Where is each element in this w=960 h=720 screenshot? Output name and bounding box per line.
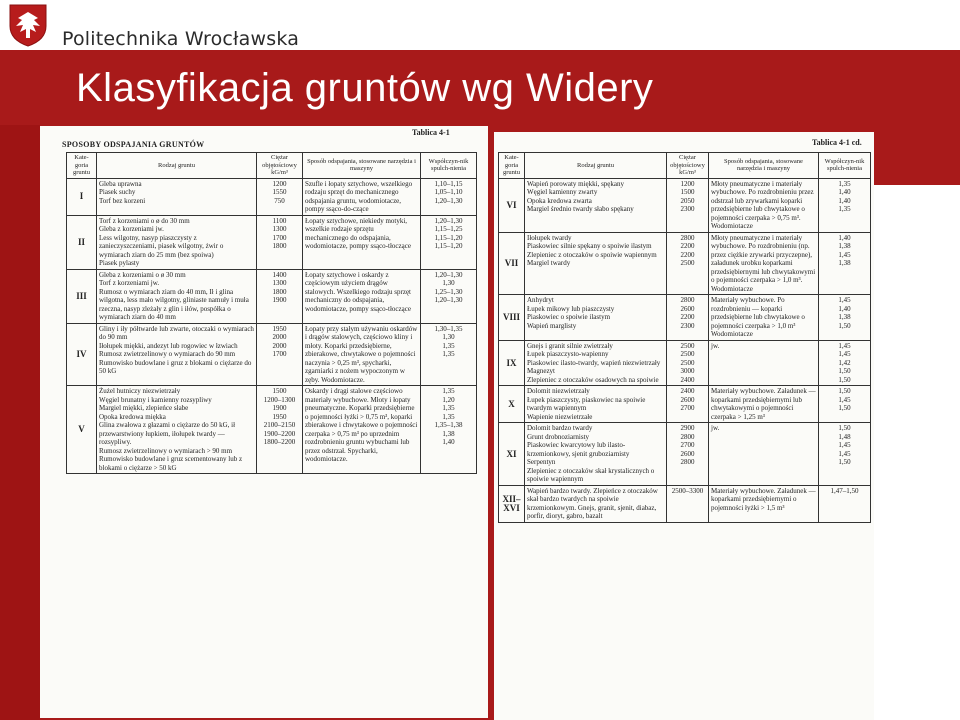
category-cell: V xyxy=(67,386,97,474)
soil-cell xyxy=(525,232,667,295)
column-header: Współczyn-nik spulch-nienia xyxy=(421,153,477,179)
weight-cell-line: 1950 xyxy=(272,324,287,333)
coefficient-cell-line: 1,47–1,50 xyxy=(830,486,859,495)
table-row xyxy=(67,386,477,474)
coefficient-cell xyxy=(421,386,477,474)
weight-cell-line: 2800 xyxy=(680,233,695,242)
method-cell: jw. xyxy=(709,340,819,386)
soil-cell-line: Żużel hutniczy niezwietrzały xyxy=(99,387,181,395)
coefficient-cell xyxy=(819,485,871,522)
soil-cell-line: Anhydryt xyxy=(527,296,554,304)
weight-cell-line: 1100 xyxy=(272,216,287,225)
top-bar xyxy=(0,0,960,52)
coefficient-cell-line: 1,15–1,20 xyxy=(434,242,463,250)
weight-cell-line: 1900 xyxy=(272,296,287,304)
coefficient-cell-line: 1,42 xyxy=(838,358,851,367)
weight-cell-line: 2400 xyxy=(680,375,695,384)
coefficient-cell xyxy=(421,323,477,386)
coefficient-cell-line: 1,20–1,30 xyxy=(434,270,463,279)
soil-cell xyxy=(97,269,257,323)
table-row xyxy=(67,269,477,323)
weight-cell-line: 3000 xyxy=(680,367,695,375)
soil-cell-line: Rumowisko budowlane i gruz z blokami o ciężarze do 50 kG xyxy=(99,358,252,375)
soil-cell-line: Piaskowiec ilasto-twardy, wapień niezwietrzały xyxy=(527,358,661,367)
soil-cell xyxy=(97,178,257,215)
weight-cell xyxy=(667,178,709,232)
coefficient-cell-line: 1,40 xyxy=(838,304,851,313)
soil-cell-line: Gleba uprawna xyxy=(99,179,142,188)
table-row xyxy=(499,232,871,295)
coefficient-cell-line: 1,50 xyxy=(838,367,851,375)
coefficient-cell-line: 1,45 xyxy=(838,296,851,304)
column-header: Kate-goria gruntu xyxy=(67,153,97,179)
soil-cell-line: Piasek pylasty xyxy=(99,259,140,267)
weight-cell-line: 2500 xyxy=(680,350,695,358)
coefficient-cell-line: 1,35 xyxy=(442,412,455,421)
weight-cell-line: 2500 xyxy=(680,259,695,267)
coefficient-cell-line: 1,25–1,30 xyxy=(434,287,463,296)
coefficient-cell-line: 1,35 xyxy=(838,179,851,188)
soil-cell-line: Opoka kredowa miękka xyxy=(99,412,166,421)
coefficient-cell-line: 1,30 xyxy=(442,333,455,341)
coefficient-cell-line: 1,50 xyxy=(838,424,851,432)
coefficient-cell xyxy=(819,232,871,295)
table-row xyxy=(499,423,871,486)
right-table-header-row xyxy=(499,153,871,179)
category-cell: XI xyxy=(499,423,525,486)
coefficient-cell-line: 1,35 xyxy=(442,341,455,350)
coefficient-cell-line: 1,40 xyxy=(442,438,455,446)
weight-cell xyxy=(667,340,709,386)
coefficient-cell-line: 1,48 xyxy=(838,432,851,441)
soil-cell-line: Wapienie niezwietrzałe xyxy=(527,412,593,421)
coefficient-cell xyxy=(421,178,477,215)
soil-cell-line: Rumowisko budowlane i gruz scementowany lub z blokami o ciężarze > 50 kG xyxy=(99,455,243,472)
coefficient-cell-line: 1,50 xyxy=(838,404,851,412)
coefficient-cell-line: 1,35 xyxy=(838,205,851,213)
soil-cell-line: Iłołupek miękki, andezyt lub rogowiec w łzwiach xyxy=(99,341,238,350)
left-table-label: Tablica 4-1 xyxy=(412,128,450,137)
soil-cell-line: Dolomit bardzo twardy xyxy=(527,424,593,432)
weight-cell xyxy=(257,215,303,269)
soil-cell-line: Serpentyn xyxy=(527,458,556,466)
coefficient-cell-line: 1,40 xyxy=(838,188,851,196)
category-cell: VIII xyxy=(499,295,525,341)
weight-cell-line: 1200 xyxy=(680,179,695,188)
soil-cell-line: Piasek suchy xyxy=(99,188,136,196)
coefficient-cell xyxy=(819,386,871,423)
weight-cell-line: 1300 xyxy=(272,279,287,287)
table-row xyxy=(499,485,871,522)
coefficient-cell-line: 1,35–1,38 xyxy=(434,421,463,429)
soil-cell xyxy=(525,295,667,341)
category-cell: VI xyxy=(499,178,525,232)
weight-cell-line: 2700 xyxy=(680,404,695,412)
soil-cell-line: Iłołupek twardy xyxy=(527,233,572,242)
method-cell: Łopaty sztychowe, niekiedy motyki, wszelkie rodzaje sprzętu mechanicznego do odspajania, wodomiotacze, pompy ssąco-tłoczące xyxy=(303,215,421,269)
column-header: Rodzaj gruntu xyxy=(97,153,257,179)
soil-cell xyxy=(97,386,257,474)
soil-cell-line: Less wilgotny, nasyp piaszczysty z zanieczyszczeniami, piasek wilgotny, żwir o wymiarach ziarn do 25 mm (bez spoiwa) xyxy=(99,233,224,259)
coefficient-cell-line: 1,30–1,35 xyxy=(434,324,463,333)
coefficient-cell-line: 1,50 xyxy=(838,387,851,395)
table-row xyxy=(499,386,871,423)
category-cell: IV xyxy=(67,323,97,386)
column-header: Współczyn-nik spulch-nienia xyxy=(819,153,871,179)
weight-cell-line: 1700 xyxy=(272,233,287,242)
weight-cell-line: 1200 xyxy=(272,179,287,188)
coefficient-cell-line: 1,38 xyxy=(838,313,851,321)
weight-cell-line: 2900 xyxy=(680,424,695,432)
soil-cell-line: Grunt drobnoziarnisty xyxy=(527,432,590,441)
soil-cell-line: Węgiel brunatny i kamienny rozsypliwy xyxy=(99,395,212,404)
weight-cell-line: 1300 xyxy=(272,225,287,233)
coefficient-cell-line: 1,35 xyxy=(442,350,455,358)
left-accent-strip xyxy=(0,125,40,720)
soil-cell-line: Węgiel kamienny zwarty xyxy=(527,188,598,196)
method-cell: Materiały wybuchowe. Po rozdrobnieniu — koparki przedsiębierne lub chwytakowe o pojemności czerpaka > 1,0 m³ Wodomiotacze xyxy=(709,295,819,341)
soil-cell-line: Rumosz zwietrzelinowy o wymiarach > 90 mm xyxy=(99,446,233,455)
coefficient-cell-line: 1,45 xyxy=(838,395,851,404)
category-cell: I xyxy=(67,178,97,215)
soil-cell-line: Dolomit niezwietrzały xyxy=(527,387,590,395)
coefficient-cell-line: 1,15–1,20 xyxy=(434,233,463,242)
weight-cell-line: 2800 xyxy=(680,432,695,441)
soil-cell-line: Łupek piaszczysty, piaskowiec na spoiwie twardym wapiennym xyxy=(527,395,646,412)
soil-cell-line: Piaskowiec kwarcytowy lub ilasto-krzemionkowy, sjenit gruboziarnisty xyxy=(527,441,630,458)
weight-cell xyxy=(257,269,303,323)
university-name: Politechnika Wrocławska xyxy=(62,28,300,50)
soil-cell-line: Wapień bardzo twardy. Zlepieńce z otoczaków skał bardzo twardych na spoiwie krzemionkowym. Gnejs, granit, sjenit, diabaz, porfir, dioryt, gabro, bazalt xyxy=(527,486,658,520)
method-cell: Młoty pneumatyczne i materiały wybuchowe. Po rozdrobnieniu (np. przez ciężkie zrywarki przyczepne), załadunek urobku koparkami przedsiębiernymi lub chwytakowymi o pojemności czerpaka > 1,0 m³. Wodomiotacze xyxy=(709,232,819,295)
weight-cell-line: 2700 xyxy=(680,441,695,449)
right-table-scan xyxy=(494,132,874,720)
coefficient-cell-line: 1,50 xyxy=(838,458,851,466)
coefficient-cell-line: 1,50 xyxy=(838,375,851,384)
column-header: Ciężar objętościowy kG/m³ xyxy=(257,153,303,179)
coefficient-cell-line: 1,45 xyxy=(838,441,851,449)
method-cell: Materiały wybuchowe. Załadunek — koparkami przedsiębiernymi o pojemności łyżki > 1,5 m³ xyxy=(709,485,819,522)
method-cell: jw. xyxy=(709,423,819,486)
soil-cell-line: Margiel twardy xyxy=(527,259,571,267)
weight-cell-line: 1800 xyxy=(272,287,287,296)
right-scan-margin xyxy=(874,185,960,720)
soil-cell-line: Torf z korzeniami jw. xyxy=(99,279,160,287)
left-table-heading: SPOSOBY ODSPAJANIA GRUNTÓW xyxy=(62,140,205,149)
weight-cell-line: 2500 xyxy=(680,341,695,350)
weight-cell xyxy=(257,386,303,474)
coefficient-cell-line: 1,38 xyxy=(442,429,455,438)
weight-cell-line: 2300 xyxy=(680,321,695,330)
column-header: Rodzaj gruntu xyxy=(525,153,667,179)
category-cell: XII–XVI xyxy=(499,485,525,522)
weight-cell xyxy=(667,386,709,423)
coefficient-cell-line: 1,45 xyxy=(838,250,851,259)
column-header: Sposób odspajania, stosowane narzędzia i maszyny xyxy=(709,153,819,179)
coefficient-cell-line: 1,40 xyxy=(838,233,851,242)
weight-cell-line: 1800 xyxy=(272,242,287,250)
soil-cell-line: Opoka kredowa zwarta xyxy=(527,196,592,205)
coefficient-cell-line: 1,20–1,30 xyxy=(434,216,463,225)
table-row xyxy=(499,295,871,341)
soil-cell-line: Zlepieniec z otoczaków o spoiwie wapiennym xyxy=(527,250,657,259)
coefficient-cell xyxy=(819,178,871,232)
coefficient-cell xyxy=(819,340,871,386)
university-logo-icon xyxy=(6,2,50,48)
left-table-header-row xyxy=(67,153,477,179)
weight-cell-line: 2600 xyxy=(680,449,695,458)
soil-cell-line: Zlepieniec z otoczaków skał krystalicznych o spoiwie wapiennym xyxy=(527,466,655,483)
soil-cell-line: Zlepieniec z otoczaków osadowych na spoiwie xyxy=(527,375,659,384)
right-table xyxy=(498,152,871,523)
weight-cell-line: 1400 xyxy=(272,270,287,279)
soil-cell xyxy=(525,423,667,486)
soil-cell xyxy=(97,215,257,269)
soil-cell-line: Gleba z korzeniami o ø 30 mm xyxy=(99,270,186,279)
weight-cell-line: 2800 xyxy=(680,458,695,466)
method-cell: Oskardy i drągi stalowe częściowo materiały wybuchowe. Młoty i łopaty pneumatyczne. Koparki przedsiębierne o pojemności łyżki > 0,75 m³, koparki zbierakowe i chwytakowe o pojemności czerpaka > 0,75 m³ po uprzednim rozdrobnieniu gruntu wybuchami lub przez odstrzał. Spycharki, wodomiotacze. xyxy=(303,386,421,474)
weight-cell-line: 1500 xyxy=(272,387,287,395)
weight-cell-line: 1550 xyxy=(272,188,287,196)
coefficient-cell-line: 1,45 xyxy=(838,341,851,350)
weight-cell-line: 1900 xyxy=(272,404,287,412)
soil-cell-line: Magnezyt xyxy=(527,367,555,375)
column-header: Sposób odspajania, stosowane narzędzia i maszyny xyxy=(303,153,421,179)
weight-cell-line: 2000 xyxy=(272,341,287,350)
weight-cell xyxy=(667,423,709,486)
method-cell: Materiały wybuchowe. Załadunek — koparkami przedsiębiernymi lub chwytakowymi o pojemności czerpaka > 1,25 m³ xyxy=(709,386,819,423)
weight-cell-line: 1950 xyxy=(272,412,287,421)
soil-cell-line: Wapień porowaty miękki, spękany xyxy=(527,179,625,188)
soil-cell-line: Piaskowiec silnie spękany o spoiwie ilastym xyxy=(527,242,652,250)
weight-cell-line: 2100–2150 xyxy=(263,421,296,429)
soil-cell-line: Łupek piaszczysto-wapienny xyxy=(527,350,609,358)
coefficient-cell-line: 1,30 xyxy=(442,279,455,287)
page-title: Klasyfikacja gruntów wg Widery xyxy=(76,66,654,110)
soil-cell xyxy=(525,178,667,232)
coefficient-cell-line: 1,35 xyxy=(442,404,455,412)
coefficient-cell-line: 1,35 xyxy=(442,387,455,395)
coefficient-cell-line: 1,15–1,25 xyxy=(434,225,463,233)
weight-cell-line: 2000 xyxy=(272,333,287,341)
soil-cell-line: Piaskowiec o spoiwie ilastym xyxy=(527,313,611,321)
soil-cell-line: Margiel średnio twardy słabo spękany xyxy=(527,205,634,213)
soil-cell xyxy=(97,323,257,386)
weight-cell-line: 1700 xyxy=(272,350,287,358)
coefficient-cell-line: 1,38 xyxy=(838,242,851,250)
weight-cell xyxy=(257,178,303,215)
coefficient-cell-line: 1,45 xyxy=(838,449,851,458)
weight-cell-line: 2600 xyxy=(680,304,695,313)
weight-cell-line: 2500 xyxy=(680,358,695,367)
soil-cell-line: Torf bez korzeni xyxy=(99,196,146,205)
weight-cell-line: 2200 xyxy=(680,250,695,259)
table-row xyxy=(499,178,871,232)
column-header: Ciężar objętościowy kG/m³ xyxy=(667,153,709,179)
method-cell: Młoty pneumatyczne i materiały wybuchowe. Po rozdrobnieniu przez odstrzał lub zrywarkami koparki przedsiębierne lub chwytakowe o pojemności czerpaka > 0,75 m³. Wodomiotacze xyxy=(709,178,819,232)
coefficient-cell-line: 1,10–1,15 xyxy=(434,179,463,188)
weight-cell-line: 2200 xyxy=(680,242,695,250)
weight-cell xyxy=(667,485,709,522)
weight-cell xyxy=(667,295,709,341)
coefficient-cell-line: 1,50 xyxy=(838,321,851,330)
category-cell: II xyxy=(67,215,97,269)
coefficient-cell-line: 1,45 xyxy=(838,350,851,358)
soil-cell-line: Torf z korzeniami o ø do 30 mm xyxy=(99,216,190,225)
soil-cell xyxy=(525,340,667,386)
weight-cell-line: 2050 xyxy=(680,196,695,205)
coefficient-cell xyxy=(819,295,871,341)
weight-cell-line: 1200–1300 xyxy=(263,395,296,404)
weight-cell-line: 750 xyxy=(274,196,285,205)
coefficient-cell xyxy=(819,423,871,486)
coefficient-cell xyxy=(421,269,477,323)
soil-cell-line: Margiel miękki, zlepieńce słabe xyxy=(99,404,189,412)
soil-cell-line: Gleba z korzeniami jw. xyxy=(99,225,164,233)
weight-cell-line: 2500–3300 xyxy=(671,486,704,495)
coefficient-cell-line: 1,05–1,10 xyxy=(434,188,463,196)
left-table-scan xyxy=(40,126,488,718)
weight-cell-line: 1800–2200 xyxy=(263,438,296,446)
soil-cell xyxy=(525,485,667,522)
right-table-label: Tablica 4-1 cd. xyxy=(812,138,862,147)
table-row xyxy=(67,215,477,269)
category-cell: III xyxy=(67,269,97,323)
soil-cell-line: Gnejs i granit silnie zwietrzały xyxy=(527,341,613,350)
soil-cell-line: Łupek mikowy lub piaszczysty xyxy=(527,304,615,313)
weight-cell-line: 1500 xyxy=(680,188,695,196)
method-cell: Łopaty sztychowe i oskardy z częściowym użyciem drągów stalowych. Wszelkiego rodzaju sprzęt mechaniczny do odspajania, wodomiotacze, pompy ssąco-tłoczące xyxy=(303,269,421,323)
column-header: Kate-goria gruntu xyxy=(499,153,525,179)
weight-cell-line: 1900–2200 xyxy=(263,429,296,438)
method-cell: Szufle i łopaty sztychowe, wszelkiego rodzaju sprzęt do mechanicznego odspajania gruntu, wodomiotacze, pompy ssąco-do-czące xyxy=(303,178,421,215)
soil-cell-line: Rumosz o wymiarach ziarn do 40 mm, Ił i glina wilgotna, less mało wilgotny, gliniaste namuły i muła rzeczna, nasyp zleżały z glin i iłów, pospółka o wymiarach ziarn do 40 mm xyxy=(99,287,249,321)
weight-cell-line: 2200 xyxy=(680,313,695,321)
category-cell: X xyxy=(499,386,525,423)
soil-cell-line: Glina zwałowa z głazami o ciężarze do 50 kG, ił przewarstwiony łupkiem, iłołupek twardy — rozsypliwy. xyxy=(99,421,236,446)
category-cell: IX xyxy=(499,340,525,386)
soil-cell-line: Rumosz zwietrzelinowy o wymiarach do 90 mm xyxy=(99,350,236,358)
coefficient-cell-line: 1,40 xyxy=(838,196,851,205)
table-row xyxy=(67,178,477,215)
category-cell: VII xyxy=(499,232,525,295)
coefficient-cell-line: 1,38 xyxy=(838,259,851,267)
coefficient-cell xyxy=(421,215,477,269)
left-table xyxy=(66,152,477,474)
method-cell: Łopaty przy stałym używaniu oskardów i drągów stalowych, częściowo kliny i młoty. Koparki przedsiębierne, zbierakowe, chwytakowe o pojemności naczynia > 0,25 m³, spycharki, zgarniarki z nożem wypoczonym w zęby. Wodomiotacze. xyxy=(303,323,421,386)
soil-cell xyxy=(525,386,667,423)
soil-cell-line: Wapień marglisty xyxy=(527,321,577,330)
weight-cell-line: 2400 xyxy=(680,387,695,395)
weight-cell-line: 2300 xyxy=(680,205,695,213)
coefficient-cell-line: 1,20–1,30 xyxy=(434,296,463,304)
coefficient-cell-line: 1,20 xyxy=(442,395,455,404)
weight-cell xyxy=(667,232,709,295)
table-row xyxy=(67,323,477,386)
weight-cell xyxy=(257,323,303,386)
soil-cell-line: Gliny i iły półtwarde lub zwarte, otoczaki o wymiarach do 90 mm xyxy=(99,324,254,341)
coefficient-cell-line: 1,20–1,30 xyxy=(434,196,463,205)
table-row xyxy=(499,340,871,386)
weight-cell-line: 2800 xyxy=(680,296,695,304)
weight-cell-line: 2600 xyxy=(680,395,695,404)
